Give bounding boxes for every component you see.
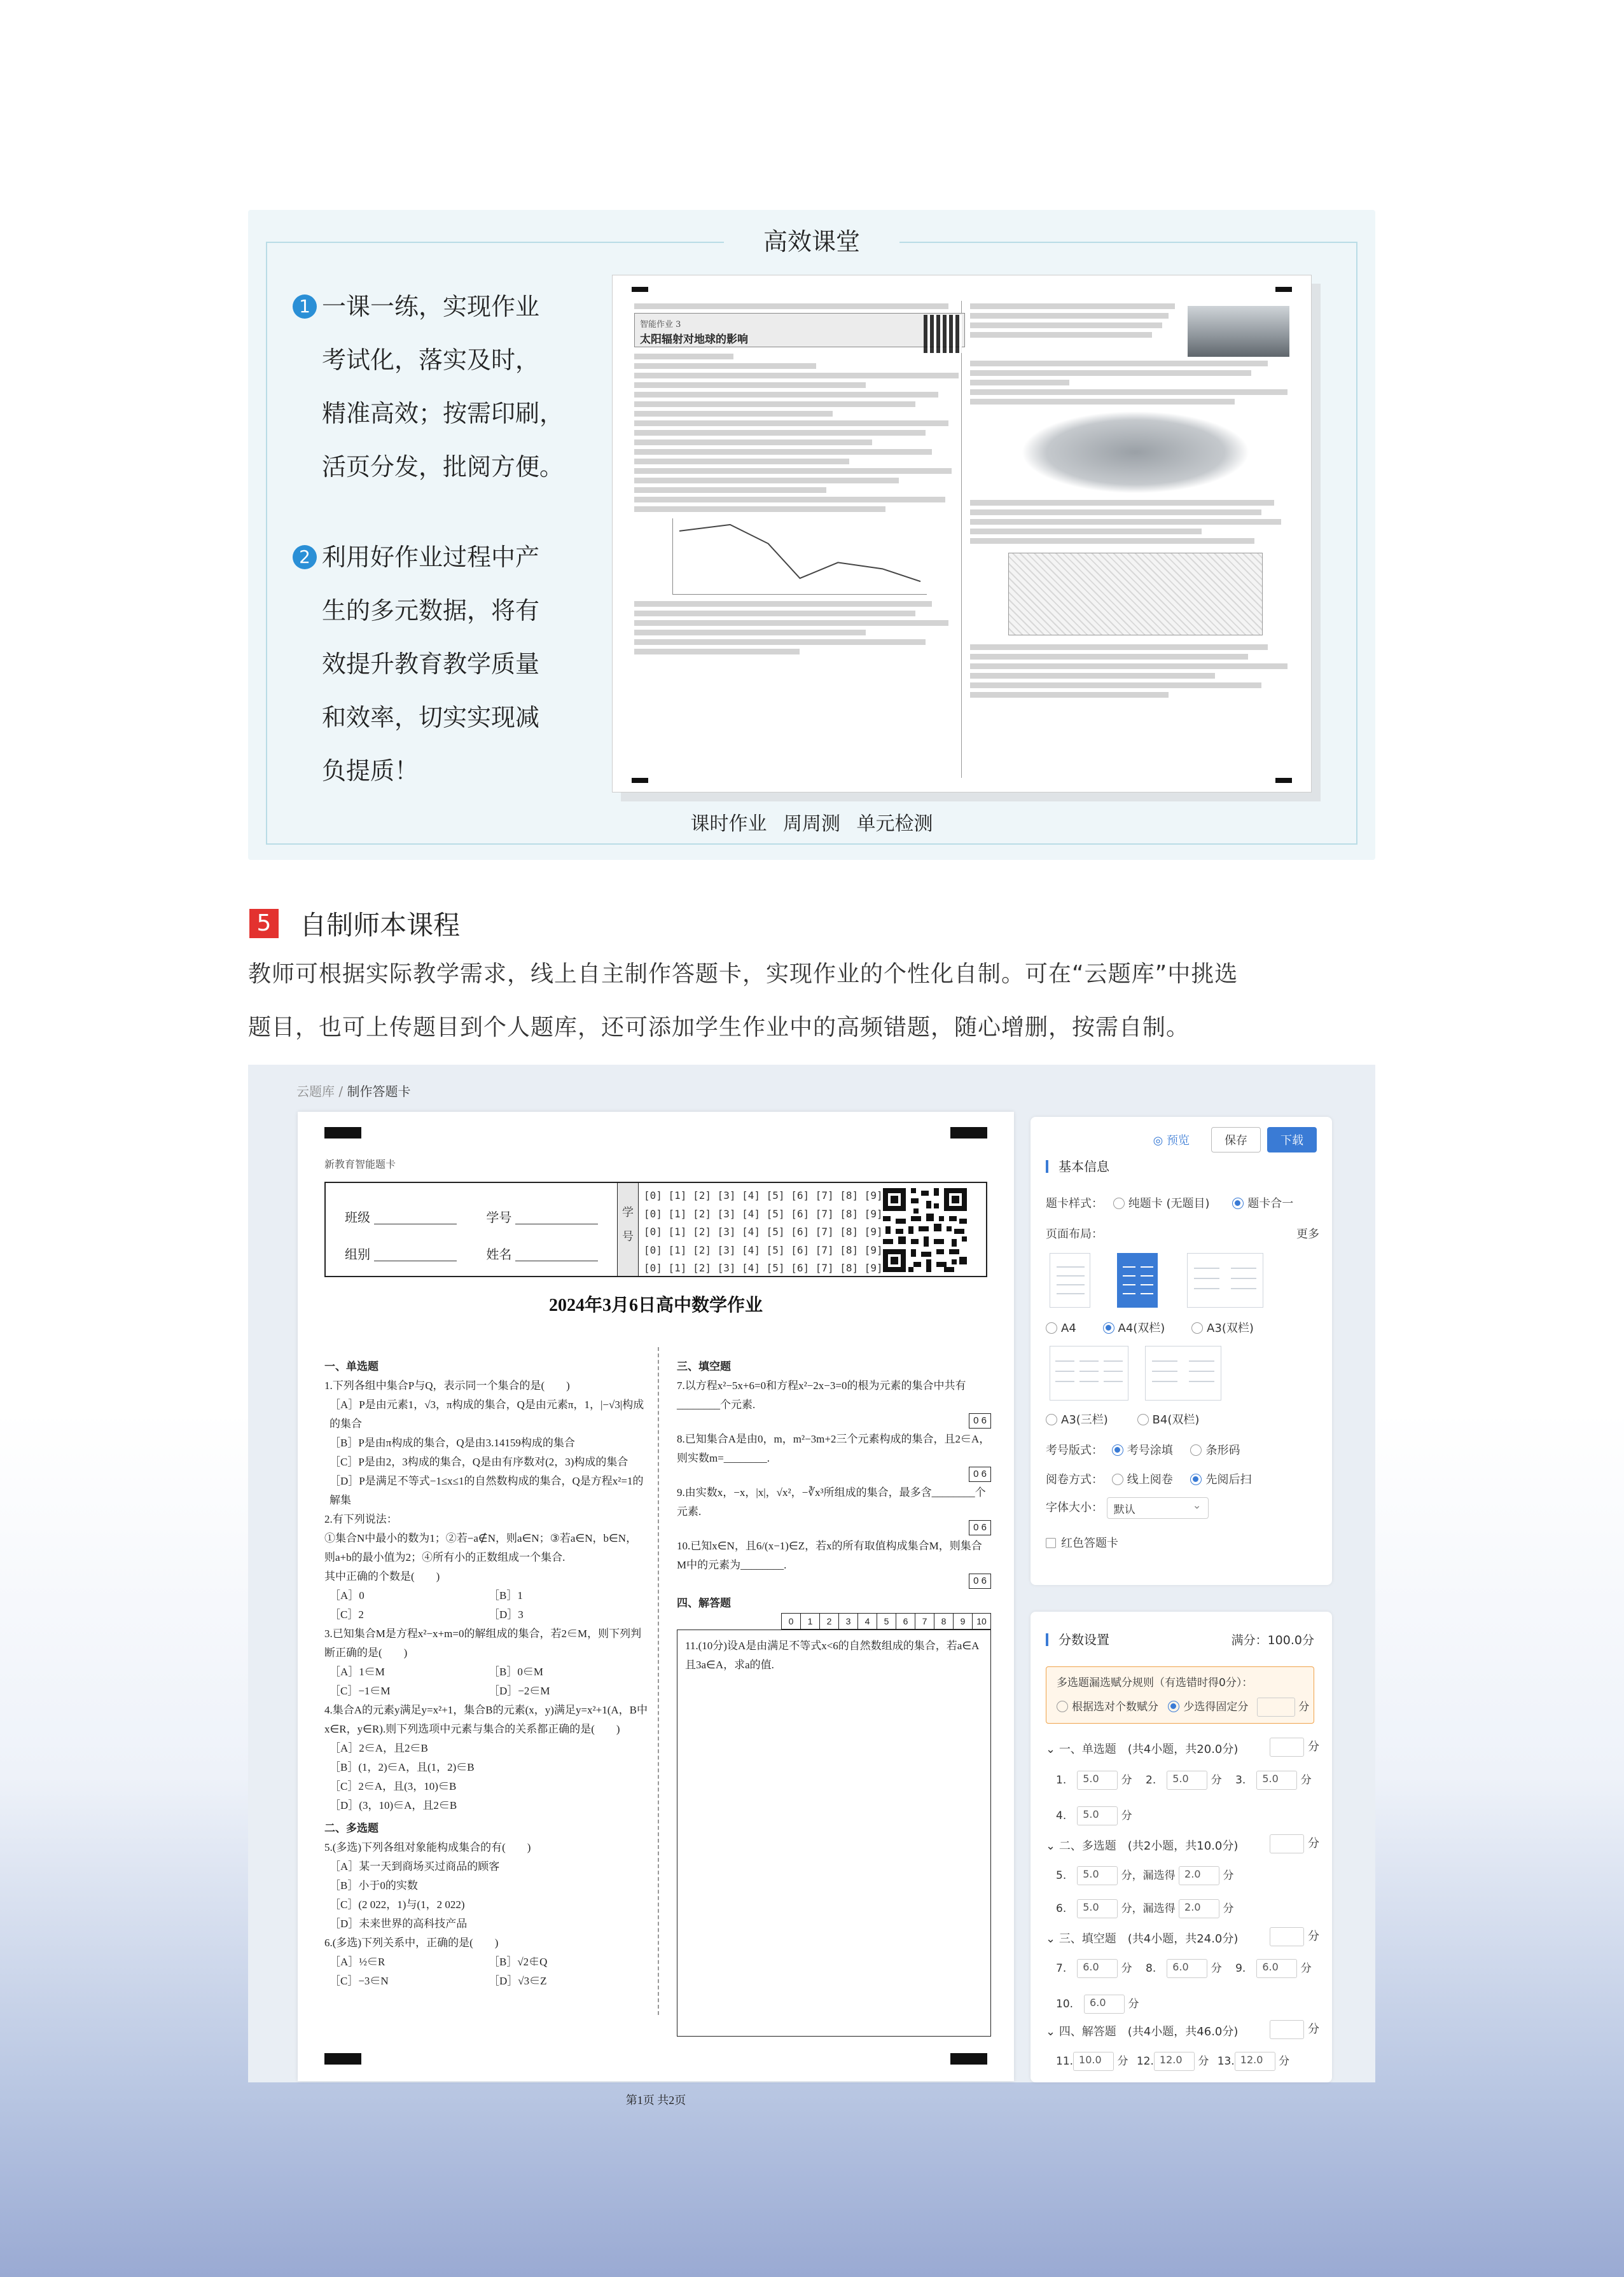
bullet-1-line-3: 精准高效；按需印刷， (322, 399, 564, 427)
sheet-style-row: 题卡样式： 纯题卡 (无题目) 题卡合一 (1046, 1197, 1294, 1210)
option-grade-then-scan[interactable]: 先阅后扫 (1190, 1473, 1251, 1486)
name-field (515, 1249, 598, 1261)
sheet-title: 2024年3月6日高中数学作业 (548, 1296, 763, 1315)
landscape-photo (1188, 306, 1289, 357)
layout-b4-double[interactable] (1145, 1346, 1221, 1401)
miss-score-input-q6[interactable]: 2.0 (1179, 1899, 1219, 1918)
paper-title-box: 智能作业 3 太阳辐射对地球的影响 (634, 313, 965, 347)
panel-title: 分数设置 (1046, 1633, 1109, 1646)
score-input-q5[interactable]: 5.0 (1077, 1866, 1118, 1885)
layout-a4[interactable] (1050, 1253, 1090, 1308)
class-field (374, 1212, 457, 1224)
section-description: 教师可根据实际教学需求，线上自主制作答题卡，实现作业的个性化自制。可在“云题库”中挑选 题目，也可上传题目到个人题库，还可添加学生作业中的高频错题，随心增删，按需自制。 (248, 961, 1239, 1041)
bullet-1-line-4: 活页分发，批阅方便。 (322, 453, 564, 481)
layout-option-b4-double[interactable]: B4(双栏) (1137, 1413, 1200, 1427)
style-option-combined[interactable]: 题卡合一 (1232, 1197, 1293, 1210)
miss-score-input-q5[interactable]: 2.0 (1179, 1866, 1219, 1885)
red-sheet-checkbox[interactable] (1046, 1538, 1056, 1548)
score-input-q2[interactable]: 5.0 (1167, 1771, 1207, 1790)
score-input-q12[interactable]: 12.0 (1154, 2052, 1195, 2071)
score-strip: 0 1 2 3 4 5 6 7 8 9 10 (677, 1613, 991, 1630)
alignment-mark (324, 1127, 361, 1138)
exam-id-style-row: 考号版式： 考号涂填 条形码 (1046, 1444, 1240, 1457)
breadcrumb: 云题库 / 制作答题卡 (296, 1084, 411, 1099)
layout-option-a3-triple[interactable]: A3(三栏) (1046, 1413, 1108, 1427)
section-heading (249, 904, 460, 940)
right-column: 三、填空题 7.以方程x²−5x+6=0和方程x²−2x−3=0的根为元素的集合中共有________个元素. 0 6 8.已知集合A是由0，m，m²−3m+2三个元素构成的集合，且2∈A，则实数m=________. 0 6 9.由实数x，−x，|x|，√x²，−∛x³所组成的集合，最多含________个元素. 0 6 10.已知x∈N，且6/(x−1)∈Z，若x的所有取值构成集合M，则集合M中的元素为________. 0 6 四、解答题 0 1 2 3 4 5 6 7 8 9 10 11.(10分)设A是由满足不等式x<6的自然数组成的集合，若a∈A且3a∈A，求a的值. (677, 1353, 991, 2037)
alignment-mark (324, 2053, 361, 2065)
score-input-q6[interactable]: 5.0 (1077, 1899, 1118, 1918)
chevron-down-icon: ⌄ (1046, 1839, 1059, 1853)
download-button[interactable]: 下载 (1267, 1127, 1317, 1152)
score-input-q7[interactable]: 6.0 (1077, 1959, 1118, 1978)
student-info-box: 班级 学号 组别 姓名 学号 [0] [1] [2] [3] [4] [5] [6] [7] [8] [9] [0] [1] [2] [3] [4] [5] [6] [7] [8] [9] [0] [1] [2] [3] [4] [5] [6] [7] [8] [9] [0] [1] [2] [3] [4] [5] [6] [7] [8] [9] [0] [1] [2] [3] [4] [5] [6] [7] [8] [9] (324, 1182, 987, 1277)
student-id-bubbles: [0] [1] [2] [3] [4] [5] [6] [7] [8] [9] [0] [1] [2] [3] [4] [5] [6] [7] [8] [9] [0] [1] [2] [3] [4] [5] [6] [7] [8] [9] [0] [1] [2] [3] [4] [5] [6] [7] [8] [9] [0] [1] [2] [3] [4] [5] [6] [7] [8] [9] (644, 1189, 883, 1274)
layout-option-a3-double[interactable]: A3(双栏) (1191, 1322, 1254, 1335)
bullet-2-line-3: 效提升教育教学质量 (322, 650, 540, 678)
bullet-1-line-1: 一课一练，实现作业 (322, 293, 540, 321)
group-score-input[interactable] (1270, 1738, 1304, 1757)
option-barcode[interactable]: 条形码 (1190, 1444, 1240, 1457)
eye-icon: ◎ (1153, 1134, 1167, 1147)
alignment-mark (950, 1127, 987, 1138)
red-sheet-row[interactable]: 红色答题卡 (1046, 1534, 1118, 1551)
layout-option-a4-double[interactable]: A4(双栏) (1103, 1322, 1165, 1335)
bullet-2-line-2: 生的多元数据，将有 (322, 597, 540, 625)
rule-option-by-count[interactable]: 根据选对个数赋分 (1057, 1701, 1158, 1713)
alignment-mark (950, 2053, 987, 2065)
full-score: 满分：100.0分 (1231, 1633, 1314, 1647)
bullet-2-line-5: 负提质！ (322, 757, 419, 785)
grading-method-row: 阅卷方式： 线上阅卷 先阅后扫 (1046, 1473, 1252, 1486)
group-score-input[interactable] (1270, 1927, 1304, 1946)
group-fill-blank[interactable]: ⌄ 三、填空题 (共4小题，共24.0分) 分 (1046, 1930, 1319, 1946)
bullet-2-line-1: 利用好作业过程中产 (322, 543, 540, 571)
group-score-input[interactable] (1270, 1834, 1304, 1853)
group-score-input[interactable] (1270, 2020, 1304, 2039)
score-input-q4[interactable]: 5.0 (1077, 1806, 1118, 1825)
qr-code-icon (883, 1188, 967, 1272)
group-field (374, 1249, 457, 1261)
section-title: 自制师本课程 (300, 910, 461, 941)
option-bubble-fill[interactable]: 考号涂填 (1112, 1444, 1173, 1457)
score-input-q8[interactable]: 6.0 (1167, 1959, 1207, 1978)
section-number: 5 (249, 909, 279, 938)
line-graph-figure (672, 518, 927, 595)
score-box: 0 6 (969, 1467, 991, 1482)
score-box: 0 6 (969, 1574, 991, 1589)
score-input-q9[interactable]: 6.0 (1256, 1959, 1297, 1978)
qr-code-icon (924, 315, 962, 353)
score-box: 0 6 (969, 1413, 991, 1429)
layout-a3-double[interactable] (1187, 1253, 1263, 1308)
sheet-label: 新教育智能题卡 (324, 1159, 396, 1170)
score-input-q3[interactable]: 5.0 (1256, 1771, 1297, 1790)
answer-area: 11.(10分)设A是由满足不等式x<6的自然数组成的集合，若a∈A且3a∈A，求a的值. (677, 1630, 991, 2037)
efficient-class-section (248, 210, 1375, 860)
student-id-tag: 学号 (617, 1183, 639, 1276)
chevron-down-icon: ⌄ (1046, 1932, 1059, 1946)
breadcrumb-current: 制作答题卡 (347, 1084, 411, 1099)
left-column: 一、单选题 1.下列各组中集合P与Q，表示同一个集合的是( ) ［A］P是由元素1，√3，π构成的集合，Q是由元素π，1，|−√3|构成的集合 ［B］P是由π构成的集合，Q是由3.14159构成的集合 ［C］P是由2，3构成的集合，Q是由有序数对(2，3)构成的集合 ［D］P是满足不等式−1≤x≤1的自然数构成的集合，Q是方程x²=1的解集 2.有下列说法： ①集合N中最小的数为1；②若−a∉N，则a∈N；③若a∈N，b∈N，则a+b的最小值为2；④所有小的正数组成一个集合. 其中正确的个数是( ) ［A］0 ［B］1 ［C］2 ［D］3 3.已知集合M是方程x²−x+m=0的解组成的集合，若2∈M，则下列判断正确的是( ) ［A］1∈M ［B］0∈M ［C］−1∈M ［D］−2∈M 4.集合A的元素y满足y=x²+1，集合B的元素(x，y)满足y=x²+1(A，B中x∈R，y∈R).则下列选项中元素与集合的关系都正确的是( ) ［A］2∈A，且2∈B ［B］(1，2)∈A，且(1，2)∈B ［C］2∈A，且(3，10)∈B ［D］(3，10)∈A，且2∈B 二、多选题 5.(多选)下列各组对象能构成集合的有( ) ［A］某一天到商场买过商品的顾客 ［B］小于0的实数 ［C］(2 022，1)与(1，2 022) ［D］未来世界的高科技产品 6.(多选)下列关系中，正确的是( ) ［A］½∈R ［B］√2∉Q ［C］−3∈N ［D］√3∈Z (324, 1360, 648, 1987)
basic-info-panel (1031, 1117, 1332, 1585)
rule-option-fixed[interactable]: 少选得固定分 (1168, 1701, 1248, 1713)
layout-option-a4[interactable]: A4 (1046, 1322, 1076, 1335)
group-multi-choice[interactable]: ⌄ 二、多选题 (共2小题，共10.0分) 分 (1046, 1837, 1319, 1853)
layout-a4-double[interactable] (1117, 1253, 1158, 1308)
group-single-choice[interactable]: ⌄ 一、单选题 (共4小题，共20.0分) 分 (1046, 1740, 1319, 1757)
multi-choice-rule-box: 多选题漏选赋分规则（有选错时得0分）： 根据选对个数赋分 少选得固定分 分 (1046, 1666, 1314, 1724)
map-figure (1021, 411, 1250, 494)
number-badge-1: 1 (293, 294, 317, 319)
caption: 课时作业 周周测 单元检测 (690, 813, 933, 835)
contour-map-figure (1008, 553, 1263, 635)
score-settings-panel: 分数设置 满分：100.0分 多选题漏选赋分规则（有选错时得0分）： 根据选对个数赋分 少选得固定分 分 ⌄ 一、单选题 (共4小题，共20.0分) 分 1. 5.0 分 2. 5.0 分 3. 5.0 分 4. 5.0 分 ⌄ 二、多选题 (共2小题，共10.0分) 分 5. 5.0 分，漏选得 2.0 分 6. 5.0 分，漏选得 2.0 分 ⌄ 三、填空题 (共4小题，共24.0分) 分 7. 6.0 分 8. 6.0 分 9. 6.0 分 10. 6.0 分 ⌄ 四、解答题 (共4小题，共46.0分) 分 11. 10.0 分 12. 12.0 分 13. 12.0 分 (1031, 1612, 1332, 2082)
bullet-1 (293, 280, 573, 494)
chevron-down-icon: ⌄ (1046, 2025, 1059, 2038)
style-option-plain[interactable]: 纯题卡 (无题目) (1113, 1197, 1210, 1210)
homework-paper (612, 275, 1312, 792)
bullet-2 (293, 530, 573, 798)
font-size-row: 字体大小： 默认 ⌄ (1046, 1497, 1209, 1519)
more-link[interactable]: 更多 (1296, 1228, 1319, 1241)
answer-sheet-editor (248, 1065, 1375, 2107)
score-input-q10[interactable]: 6.0 (1084, 1995, 1125, 2014)
feature-bullets (293, 280, 573, 798)
score-input-q13[interactable]: 12.0 (1235, 2052, 1275, 2071)
option-online-grading[interactable]: 线上阅卷 (1112, 1473, 1173, 1486)
bullet-1-line-2: 考试化，落实及时， (322, 346, 540, 374)
bullet-2-line-4: 和效率，切实实现减 (322, 703, 540, 731)
font-size-select[interactable]: 默认 ⌄ (1107, 1497, 1209, 1519)
student-id-field (515, 1212, 598, 1224)
layout-a3-triple[interactable] (1050, 1346, 1128, 1401)
panel-title: 基本信息 (1046, 1160, 1109, 1173)
group-answer[interactable]: ⌄ 四、解答题 (共4小题，共46.0分) 分 (1046, 2023, 1319, 2039)
chevron-down-icon: ⌄ (1046, 1743, 1059, 1756)
answer-sheet-preview (298, 1112, 1014, 2107)
page-number: 第1页 共2页 (625, 2094, 686, 2107)
score-box: 0 6 (969, 1520, 991, 1535)
score-input-q1[interactable]: 5.0 (1077, 1771, 1118, 1790)
breadcrumb-root[interactable]: 云题库 (296, 1084, 335, 1099)
layout-row: 页面布局： 更多 (1046, 1225, 1319, 1242)
fixed-score-input[interactable] (1257, 1698, 1295, 1717)
homework-sample-image (612, 275, 1321, 801)
number-badge-2: 2 (293, 545, 317, 569)
score-input-q11[interactable]: 10.0 (1073, 2052, 1114, 2071)
preview-button[interactable]: ◎ 预览 (1153, 1134, 1190, 1147)
save-button[interactable]: 保存 (1211, 1127, 1261, 1152)
section-title: 高效课堂 (724, 224, 899, 260)
